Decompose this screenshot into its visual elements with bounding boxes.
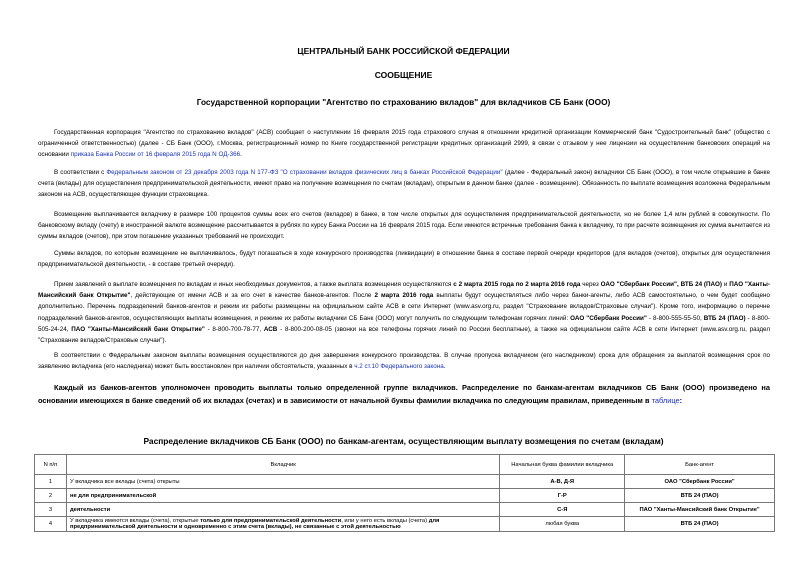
- table-header-row: [35, 455, 775, 475]
- paragraph-3: Возмещение выплачивается вкладчику в размере 100 процентов суммы всех его счетов (вкладов) в банке, в том числе открытых для осуществления предпринимательской деятельности, но не более 1,4 млн рублей в совокупности. По банковскому вкладу (счету) в иностранной валюте возмещение рассчитывается в рублях по курсу Банка России на 16 февраля 2015 года. Если имеются встречные требования банка к вкладчику, то при расчете возмещения их сумма вычитается из суммы вкладов (счетов), при этом погашение указанных требований не происходит.: [38, 211, 770, 241]
- header-letter: Начальная буква фамилии вкладчика: [500, 455, 625, 475]
- table-link[interactable]: таблице: [651, 395, 680, 405]
- paragraph-5: Прием заявлений о выплате возмещения по вкладам и иных необходимых документов, а также выплата возмещения осуществляются с 2 марта 2015 года по 2 марта 2016 года через ОАО "Сбербанк России", ВТБ 24 (ПАО) и ПАО "Ханты-Мансийский банк Открытие", действующие от имени АСВ и за его счет в качестве банков-агентов. После 2 марта 2016 года выплаты будут осуществляться либо через банки-агенты, либо АСВ самостоятельно, о чем будет сообщено дополнительно. Перечень подразделений банков-агентов и режим их работы размещены на официальном сайте АСВ в сети Интернет (www.asv.org.ru, раздел "Страхование вкладов/Страховые случаи"). Кроме того, информацию о перечне подразделений банков-агентов, осуществляющих выплаты возмещения, и режиме их работы вкладчики СБ Банк (ООО) могут получить по следующим телефонам горячих линий: ОАО "Сбербанк России" - 8-800-555-55-50, ВТБ 24 (ПАО) - 8-800-505-24-24, ПАО "Ханты-Мансийский банк Открытие" - 8-800-700-78-77, АСВ - 8-800-200-08-05 (звонки на все телефоны горячих линий по России бесплатные), а также на официальном сайте АСВ в сети Интернет (www.asv.org.ru, раздел "Страхование вкладов/Страховые случаи").: [38, 281, 771, 345]
- paragraph-7: Каждый из банков-агентов уполномочен проводить выплаты только определенной группе вкладчиков. Распределение по банкам-агентам вкладчиков СБ Банк (ООО) произведено на основании имеющихся в банке сведений об их вкладах (счетах) и в зависимости от начальной буквы фамилии вкладчика по следующим правилам, приведенным в таблице:: [38, 383, 770, 405]
- federal-law-link[interactable]: Федеральным законом от 23 декабря 2003 года N 177-ФЗ "О страховании вкладов физических лиц в банках Российской Федерации": [106, 169, 503, 176]
- law-article-link[interactable]: ч.2 ст.10 Федерального закона: [354, 363, 444, 371]
- document-type: СООБЩЕНИЕ: [374, 70, 433, 80]
- distribution-table: [34, 454, 775, 532]
- table-row: 3 деятельности С-Я ПАО "Ханты-Мансийский банк Открытие": [35, 503, 775, 517]
- table-title: Распределение вкладчиков СБ Банк (ООО) по банкам-агентам, осуществляющим выплату возмещения по счетам (вкладам): [143, 436, 664, 446]
- paragraph-1: Государственная корпорация "Агентство по страхованию вкладов" (АСВ) сообщает о наступлении 16 февраля 2015 года страхового случая в отношении кредитной организации Коммерческий банк "Судостроительный банк" (общество с ограниченной ответственностью) (далее - СБ Банк (ООО), г.Москва, регистрационный номер по Книге государственной регистрации кредитных организаций 2999, в связи с отзывом у нее лицензии на осуществление банковских операций на основании приказа Банка России от 16 февраля 2015 года N ОД-366.: [38, 129, 770, 159]
- paragraph-2: В соответствии с Федеральным законом от 23 декабря 2003 года N 177-ФЗ "О страховании вкладов физических лиц в банках Российской Федерации" (далее - Федеральный закон) вкладчики СБ Банк (ООО), в том числе открывшие в банке счета (вклады) для осуществления предпринимательской деятельности, имеют право на получение возмещения по счетам (вкладам), открытым в данном банке (далее - возмещение). Обязанность по выплате возмещения возложена Федеральным законом на АСВ, осуществляющее функции страховщика.: [38, 169, 770, 199]
- table-row: 1 У вкладчика все вклады (счета) открыты А-В, Д-Я ОАО "Сбербанк России": [35, 475, 775, 489]
- issuer-title: ЦЕНТРАЛЬНЫЙ БАНК РОССИЙСКОЙ ФЕДЕРАЦИИ: [297, 46, 510, 56]
- order-link[interactable]: приказа Банка России от 16 февраля 2015 года N ОД-366: [70, 151, 241, 159]
- table-row: 4 У вкладчика имеются вклады (счета), открытые только для предпринимательской деятельности, или у него есть вклады (счета) для предпринимательской деятельности и одновременно с этим счета (вклады), не связанные с этой деятельностью любая буква ВТБ 24 (ПАО): [35, 517, 775, 532]
- paragraph-4: Суммы вкладов, по которым возмещение не выплачивалось, будут погашаться в ходе конкурсного производства (ликвидации) в отношении банка в составе первой очереди кредиторов (для вкладов (счетов), открытых для осуществления предпринимательской деятельности, - в составе третьей очереди).: [38, 250, 770, 269]
- header-depositor: Вкладчик: [66, 455, 499, 475]
- header-agent: Банк-агент: [625, 455, 775, 475]
- table-row: 2 не для предпринимательской Г-Р ВТБ 24 (ПАО): [35, 489, 775, 503]
- document-subtitle: Государственной корпорации "Агентство по страхованию вкладов" для вкладчиков СБ Банк (ООО): [196, 97, 611, 107]
- header-num: N п/п: [35, 455, 67, 475]
- paragraph-6: В соответствии с Федеральным законом выплаты возмещения осуществляются до дня завершения конкурсного производства. В случае пропуска вкладчиком (его наследником) срока для обращения за выплатой возмещения срок по заявлению вкладчика (его наследника) может быть восстановлен при наличии обстоятельств, указанных в ч.2 ст.10 Федерального закона.: [38, 352, 770, 371]
